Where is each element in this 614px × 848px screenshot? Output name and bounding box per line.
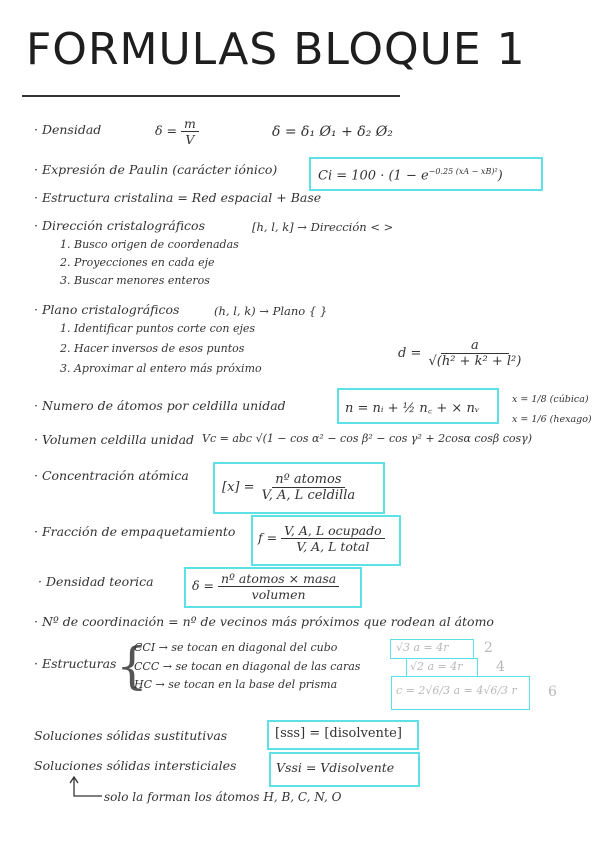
density-num: m <box>181 116 199 132</box>
directions-notation: [h, l, k] → Dirección < > <box>252 220 394 234</box>
cci-count: 2 <box>484 640 493 656</box>
pauling-formula <box>318 167 503 183</box>
directions-step-1: 1. Busco origen de coordenadas <box>60 238 239 251</box>
pauling-base: Ci = 100 · (1 − e <box>318 168 429 184</box>
packing-lhs: f = <box>258 530 278 545</box>
atoms-label: · Numero de átomos por celdilla unidad <box>34 398 286 413</box>
directions-label: · Dirección cristalográficos <box>34 218 205 233</box>
packing-den: V, A, L total <box>296 539 370 554</box>
density-formula-2: δ = δ₁ Ø₁ + δ₂ Ø₂ <box>272 124 393 140</box>
concentration-formula <box>222 472 358 503</box>
volume-label: · Volumen celdilla unidad <box>34 432 195 447</box>
directions-step-3: 3. Buscar menores enteros <box>60 274 210 287</box>
interstitial-label: Soluciones sólidas intersticiales <box>34 758 237 773</box>
planes-label: · Plano cristalográficos <box>34 302 180 317</box>
structure-row-cci: CCI → se tocan en diagonal del cubo <box>134 641 338 654</box>
interplanar-distance <box>398 338 524 369</box>
planes-notation: (h, l, k) → Plano { } <box>214 304 328 318</box>
atoms-note-cubic: x = 1/8 (cúbica) <box>512 394 589 405</box>
density-den: V <box>185 132 195 147</box>
interstitial-note: solo la forman los átomos H, B, C, N, O <box>104 790 342 804</box>
directions-step-2: 2. Proyecciones en cada eje <box>60 256 215 269</box>
atoms-formula: n = nᵢ + ½ n꜀ + × nᵥ <box>345 401 480 416</box>
title-underline <box>22 95 400 97</box>
theoretical-density-num: nº atomos × masa <box>218 571 339 587</box>
coordination-label: · Nº de coordinación = nº de vecinos más próximos que rodean al átomo <box>34 614 494 629</box>
pauling-exponent: −0.25 (xA − xB)² <box>428 167 498 176</box>
packing-num: V, A, L ocupado <box>281 523 385 539</box>
ccc-count: 4 <box>496 659 505 675</box>
structure-label: · Estructura cristalina = Red espacial + Base <box>34 190 322 205</box>
theoretical-density-label: · Densidad teorica <box>38 574 154 589</box>
structure-row-ccc: CCC → se tocan en diagonal de las caras <box>134 660 361 673</box>
density-label: · Densidad <box>34 122 102 137</box>
d-lhs: d = <box>398 346 422 361</box>
theoretical-density-formula <box>192 571 339 602</box>
concentration-den: V, A, L celdilla <box>261 488 356 503</box>
theoretical-density-lhs: δ = <box>192 578 214 593</box>
page-title: FORMULAS BLOQUE 1 <box>26 24 526 75</box>
d-den: √(h² + k² + l²) <box>428 354 522 369</box>
hc-formula: c = 2√6/3 a = 4√6/3 r <box>396 684 517 697</box>
atoms-note-hexagonal: x = 1/6 (hexago) <box>512 414 592 425</box>
structures-brace: { <box>116 637 148 695</box>
substitutional-formula: [sss] = [disolvente] <box>275 726 402 741</box>
hc-count: 6 <box>548 684 557 700</box>
note-arrow-icon <box>66 776 106 804</box>
volume-formula: Vc = abc √(1 − cos α² − cos β² − cos γ² + 2cosα cosβ cosγ) <box>202 432 533 445</box>
concentration-num: nº atomos <box>272 472 344 488</box>
planes-step-1: 1. Identificar puntos corte con ejes <box>60 322 256 335</box>
packing-label: · Fracción de empaquetamiento <box>34 524 236 539</box>
substitutional-label: Soluciones sólidas sustitutivas <box>34 728 228 743</box>
structures-label: · Estructuras <box>34 656 117 671</box>
theoretical-density-den: volumen <box>251 587 306 602</box>
planes-step-3: 3. Aproximar al entero más próximo <box>60 362 262 375</box>
density-formula <box>155 116 199 147</box>
cci-formula: √3 a = 4r <box>396 641 449 654</box>
packing-formula <box>258 523 385 554</box>
pauling-close: ) <box>497 168 503 184</box>
interstitial-formula: Vssi = Vdisolvente <box>276 760 395 775</box>
d-num: a <box>441 338 509 354</box>
concentration-label: · Concentración atómica <box>34 468 189 483</box>
pauling-label: · Expresión de Paulin (carácter iónico) <box>34 162 278 177</box>
planes-step-2: 2. Hacer inversos de esos puntos <box>60 342 245 355</box>
concentration-lhs: [x] = <box>222 480 255 495</box>
density-lhs: δ = <box>155 123 177 138</box>
ccc-formula: √2 a = 4r <box>410 660 463 673</box>
structure-row-hc: HC → se tocan en la base del prisma <box>134 678 338 691</box>
